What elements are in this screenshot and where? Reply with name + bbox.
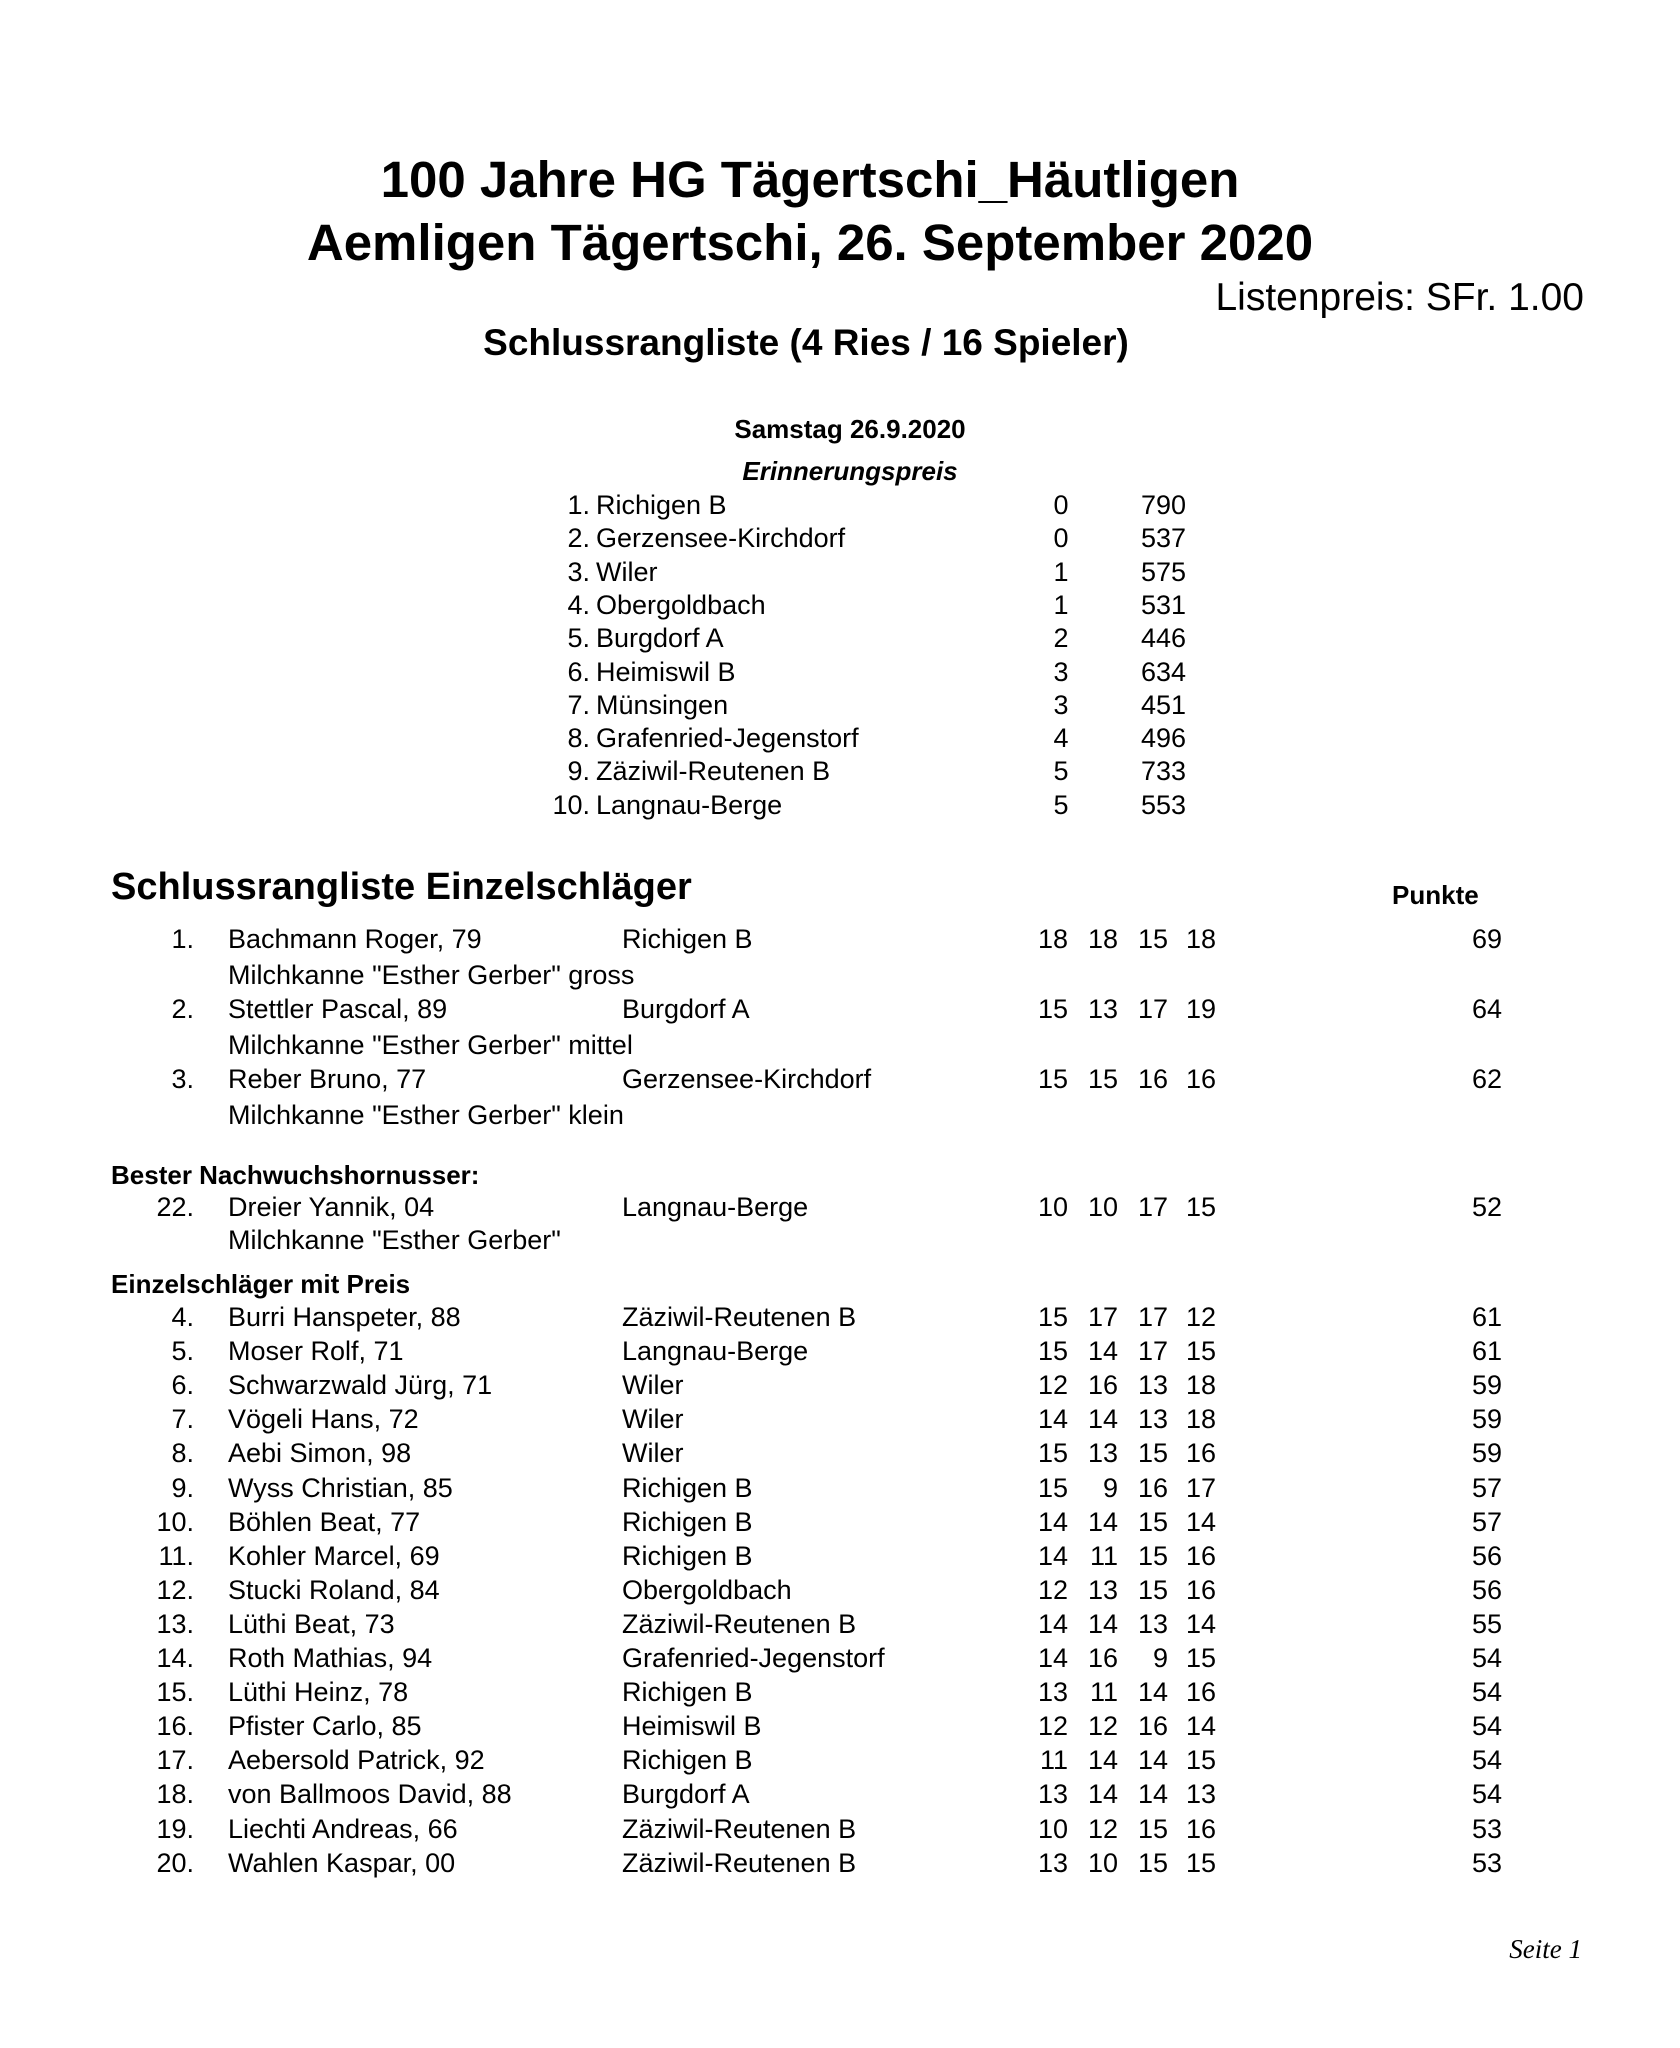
player-total-points: 54 [1471, 1677, 1502, 1708]
player-score: 12 [1037, 1574, 1068, 1605]
team-row [536, 623, 1236, 656]
player-rank: 12. [156, 1574, 194, 1605]
player-row [0, 994, 1680, 1028]
player-name: Dreier Yannik, 04 [228, 1192, 435, 1222]
player-club: Richigen B [622, 1677, 753, 1708]
player-name: von Ballmoos David, 88 [228, 1779, 512, 1810]
player-score: 15 [1185, 1643, 1216, 1673]
player-row [0, 1507, 1680, 1541]
player-score: 14 [1185, 1608, 1216, 1639]
player-total-points: 54 [1471, 1745, 1502, 1776]
team-rank: 8. [567, 723, 590, 754]
player-score: 15 [1137, 1506, 1168, 1537]
player-score: 11 [1089, 1677, 1118, 1708]
player-score: 13 [1137, 1404, 1168, 1435]
player-row [0, 1473, 1680, 1507]
player-total-points: 55 [1471, 1608, 1502, 1639]
team-rank: 1. [567, 490, 590, 520]
player-name: Lüthi Beat, 73 [228, 1608, 395, 1639]
player-prize: Milchkanne "Esther Gerber" [228, 1225, 561, 1255]
player-score: 15 [1137, 1540, 1168, 1571]
player-row [0, 1848, 1680, 1882]
player-row [0, 1745, 1680, 1779]
player-score: 14 [1037, 1608, 1068, 1639]
team-rank: 6. [567, 656, 590, 687]
player-score: 16 [1185, 1540, 1216, 1571]
player-row [0, 1438, 1680, 1472]
player-club: Wiler [622, 1404, 684, 1435]
player-rank: 2. [171, 994, 194, 1024]
player-score: 13 [1185, 1779, 1216, 1810]
player-score: 14 [1137, 1745, 1168, 1776]
team-rank: 4. [567, 589, 590, 620]
player-score: 16 [1137, 1064, 1168, 1094]
team-row [536, 723, 1236, 756]
team-value-a: 0 [1053, 523, 1069, 554]
player-score: 11 [1089, 1540, 1118, 1571]
player-score: 14 [1137, 1677, 1168, 1708]
player-total-points: 56 [1471, 1540, 1502, 1571]
team-rank: 7. [567, 689, 590, 720]
team-value-b: 537 [1140, 523, 1186, 554]
team-value-a: 0 [1053, 490, 1069, 520]
team-row [536, 523, 1236, 556]
player-row [0, 1609, 1680, 1643]
with-prize-heading: Einzelschläger mit Preis [111, 1269, 411, 1299]
player-score: 15 [1137, 1847, 1168, 1878]
player-score: 14 [1185, 1711, 1216, 1742]
team-row [536, 657, 1236, 690]
player-score: 16 [1185, 1813, 1216, 1844]
player-score: 12 [1037, 1370, 1068, 1401]
team-row [536, 590, 1236, 623]
player-row [0, 1302, 1680, 1336]
player-rank: 16. [156, 1711, 194, 1742]
player-total-points: 59 [1471, 1404, 1502, 1435]
player-score: 17 [1087, 1302, 1118, 1332]
team-name: Heimiswil B [596, 656, 736, 687]
player-club: Gerzensee-Kirchdorf [622, 1064, 872, 1094]
player-row [0, 1814, 1680, 1848]
player-club: Wiler [622, 1370, 684, 1401]
player-row [0, 1575, 1680, 1609]
player-row [0, 1064, 1680, 1098]
player-score: 17 [1137, 1192, 1168, 1222]
player-score: 15 [1037, 1336, 1068, 1367]
player-total-points: 61 [1471, 1302, 1502, 1332]
player-score: 14 [1037, 1404, 1068, 1435]
player-club: Richigen B [622, 1745, 753, 1776]
list-price: Listenpreis: SFr. 1.00 [1215, 276, 1584, 319]
player-rank: 22. [156, 1192, 194, 1222]
player-score: 18 [1087, 924, 1118, 954]
team-value-a: 3 [1053, 656, 1069, 687]
player-score: 14 [1087, 1506, 1118, 1537]
player-total-points: 53 [1471, 1847, 1502, 1878]
team-value-b: 446 [1140, 623, 1186, 654]
player-score: 13 [1037, 1677, 1068, 1708]
player-score: 12 [1185, 1302, 1216, 1332]
player-club: Richigen B [622, 924, 753, 954]
player-name: Stettler Pascal, 89 [228, 994, 448, 1024]
player-row [0, 1541, 1680, 1575]
player-score: 18 [1185, 1404, 1216, 1435]
player-club: Heimiswil B [622, 1711, 762, 1742]
player-score: 16 [1185, 1677, 1216, 1708]
player-total-points: 57 [1471, 1472, 1502, 1503]
player-score: 19 [1185, 994, 1216, 1024]
player-score: 12 [1087, 1711, 1118, 1742]
player-score: 15 [1137, 924, 1168, 954]
player-score: 14 [1087, 1608, 1118, 1639]
team-value-a: 1 [1053, 556, 1069, 587]
player-name: Liechti Andreas, 66 [228, 1813, 458, 1844]
team-rank: 3. [567, 556, 590, 587]
team-value-a: 5 [1053, 756, 1069, 787]
player-prize: Milchkanne "Esther Gerber" klein [228, 1100, 624, 1130]
player-club: Richigen B [622, 1472, 753, 1503]
player-score: 16 [1137, 1711, 1168, 1742]
player-total-points: 69 [1471, 924, 1502, 954]
team-row [536, 690, 1236, 723]
player-score: 13 [1137, 1608, 1168, 1639]
player-club: Zäziwil-Reutenen B [622, 1847, 857, 1878]
player-row [0, 1677, 1680, 1711]
player-name: Aebersold Patrick, 92 [228, 1745, 485, 1776]
player-score: 13 [1087, 1438, 1118, 1469]
player-name: Reber Bruno, 77 [228, 1064, 427, 1094]
team-row [536, 557, 1236, 590]
player-rank: 14. [156, 1643, 194, 1673]
player-score: 15 [1185, 1192, 1216, 1222]
player-score: 15 [1087, 1064, 1118, 1094]
player-score: 17 [1137, 1302, 1168, 1332]
player-prize: Milchkanne "Esther Gerber" mittel [228, 1030, 633, 1060]
day-heading: Samstag 26.9.2020 [734, 414, 966, 444]
player-club: Burgdorf A [622, 1779, 750, 1810]
player-score: 14 [1087, 1404, 1118, 1435]
player-name: Stucki Roland, 84 [228, 1574, 440, 1605]
player-score: 17 [1137, 1336, 1168, 1367]
player-score: 16 [1185, 1438, 1216, 1469]
player-rank: 3. [171, 1064, 194, 1094]
player-score: 13 [1037, 1779, 1068, 1810]
player-score: 12 [1037, 1711, 1068, 1742]
player-club: Zäziwil-Reutenen B [622, 1608, 857, 1639]
document-subtitle-location-date: Aemligen Tägertschi, 26. September 2020 [306, 214, 1314, 271]
player-total-points: 54 [1471, 1779, 1502, 1810]
player-score: 15 [1137, 1574, 1168, 1605]
team-value-b: 575 [1140, 556, 1186, 587]
player-club: Langnau-Berge [622, 1336, 809, 1367]
player-club: Zäziwil-Reutenen B [622, 1302, 857, 1332]
player-club: Zäziwil-Reutenen B [622, 1813, 857, 1844]
player-score: 15 [1137, 1438, 1168, 1469]
page-number: Seite 1 [1509, 1934, 1582, 1964]
player-row [0, 1192, 1680, 1226]
player-rank: 4. [171, 1302, 194, 1332]
player-total-points: 54 [1471, 1711, 1502, 1742]
player-total-points: 57 [1471, 1506, 1502, 1537]
player-score: 14 [1087, 1779, 1118, 1810]
points-header: Punkte [1392, 880, 1479, 910]
team-value-b: 733 [1140, 756, 1186, 787]
player-total-points: 62 [1471, 1064, 1502, 1094]
player-total-points: 53 [1471, 1813, 1502, 1844]
player-score: 14 [1087, 1745, 1118, 1776]
player-score: 11 [1039, 1745, 1068, 1776]
player-total-points: 54 [1471, 1643, 1502, 1673]
player-name: Vögeli Hans, 72 [228, 1404, 419, 1435]
player-club: Richigen B [622, 1506, 753, 1537]
team-value-a: 1 [1053, 589, 1069, 620]
team-rank: 10. [552, 789, 590, 820]
player-score: 16 [1185, 1064, 1216, 1094]
team-rank: 9. [567, 756, 590, 787]
player-row [0, 1643, 1680, 1677]
player-rank: 17. [156, 1745, 194, 1776]
player-row [0, 1370, 1680, 1404]
player-score: 15 [1037, 1302, 1068, 1332]
player-rank: 6. [171, 1370, 194, 1401]
player-club: Wiler [622, 1438, 684, 1469]
player-score: 12 [1087, 1813, 1118, 1844]
player-score: 14 [1087, 1336, 1118, 1367]
team-value-b: 451 [1140, 689, 1186, 720]
team-value-b: 531 [1140, 589, 1186, 620]
player-club: Burgdorf A [622, 994, 750, 1024]
player-name: Roth Mathias, 94 [228, 1643, 433, 1673]
team-value-a: 5 [1053, 789, 1069, 820]
player-rank: 20. [156, 1847, 194, 1878]
player-score: 14 [1185, 1506, 1216, 1537]
team-rank: 5. [567, 623, 590, 654]
individual-ranking-title: Schlussrangliste Einzelschläger [111, 866, 692, 908]
player-row [0, 1711, 1680, 1745]
player-score: 9 [1152, 1643, 1168, 1673]
player-club: Grafenried-Jegenstorf [622, 1643, 885, 1673]
team-row [536, 490, 1236, 523]
player-score: 15 [1037, 1438, 1068, 1469]
player-score: 14 [1037, 1506, 1068, 1537]
player-row [0, 924, 1680, 958]
player-score: 13 [1137, 1370, 1168, 1401]
player-name: Moser Rolf, 71 [228, 1336, 404, 1367]
player-name: Wyss Christian, 85 [228, 1472, 453, 1503]
player-total-points: 52 [1471, 1192, 1502, 1222]
team-name: Gerzensee-Kirchdorf [596, 523, 846, 554]
player-rank: 9. [171, 1472, 194, 1503]
player-name: Pfister Carlo, 85 [228, 1711, 422, 1742]
player-name: Kohler Marcel, 69 [228, 1540, 440, 1571]
player-row [0, 1779, 1680, 1813]
player-score: 14 [1137, 1779, 1168, 1810]
player-rank: 8. [171, 1438, 194, 1469]
player-rank: 11. [158, 1540, 194, 1571]
team-value-a: 3 [1053, 689, 1069, 720]
player-score: 15 [1185, 1847, 1216, 1878]
team-value-a: 2 [1053, 623, 1069, 654]
player-score: 16 [1137, 1472, 1168, 1503]
player-score: 10 [1037, 1813, 1068, 1844]
team-name: Grafenried-Jegenstorf [596, 723, 859, 754]
team-value-a: 4 [1053, 723, 1069, 754]
player-club: Langnau-Berge [622, 1192, 809, 1222]
player-score: 10 [1087, 1192, 1118, 1222]
team-row [536, 790, 1236, 823]
document-title: 100 Jahre HG Tägertschi_Häutligen [380, 151, 1240, 208]
player-score: 16 [1185, 1574, 1216, 1605]
player-club: Richigen B [622, 1540, 753, 1571]
youth-heading: Bester Nachwuchshornusser: [111, 1160, 480, 1190]
player-name: Schwarzwald Jürg, 71 [228, 1370, 493, 1401]
player-score: 14 [1037, 1540, 1068, 1571]
player-total-points: 59 [1471, 1438, 1502, 1469]
player-rank: 1. [171, 924, 194, 954]
player-total-points: 56 [1471, 1574, 1502, 1605]
player-score: 10 [1087, 1847, 1118, 1878]
player-score: 10 [1037, 1192, 1068, 1222]
player-name: Böhlen Beat, 77 [228, 1506, 421, 1537]
player-total-points: 61 [1471, 1336, 1502, 1367]
player-score: 13 [1037, 1847, 1068, 1878]
prize-label: Erinnerungspreis [742, 456, 958, 486]
player-name: Wahlen Kaspar, 00 [228, 1847, 456, 1878]
player-score: 15 [1037, 1472, 1068, 1503]
player-name: Lüthi Heinz, 78 [228, 1677, 409, 1708]
player-rank: 15. [156, 1677, 194, 1708]
player-score: 15 [1037, 994, 1068, 1024]
team-value-b: 790 [1140, 490, 1186, 520]
team-name: Burgdorf A [596, 623, 724, 654]
player-name: Bachmann Roger, 79 [228, 924, 482, 954]
player-club: Obergoldbach [622, 1574, 792, 1605]
team-rank: 2. [567, 523, 590, 554]
player-rank: 7. [171, 1404, 194, 1435]
player-prize: Milchkanne "Esther Gerber" gross [228, 960, 635, 990]
player-score: 18 [1185, 1370, 1216, 1401]
team-value-b: 634 [1140, 656, 1186, 687]
player-score: 14 [1037, 1643, 1068, 1673]
team-value-b: 496 [1140, 723, 1186, 754]
player-score: 15 [1185, 1745, 1216, 1776]
player-score: 17 [1185, 1472, 1216, 1503]
team-name: Richigen B [596, 490, 727, 520]
player-score: 13 [1087, 1574, 1118, 1605]
player-total-points: 64 [1471, 994, 1502, 1024]
player-score: 17 [1137, 994, 1168, 1024]
player-score: 18 [1185, 924, 1216, 954]
player-score: 15 [1137, 1813, 1168, 1844]
player-score: 16 [1087, 1370, 1118, 1401]
player-score: 9 [1102, 1472, 1118, 1503]
player-name: Aebi Simon, 98 [228, 1438, 412, 1469]
team-value-b: 553 [1140, 789, 1186, 820]
player-score: 15 [1185, 1336, 1216, 1367]
player-total-points: 59 [1471, 1370, 1502, 1401]
ranking-subtitle: Schlussrangliste (4 Ries / 16 Spieler) [483, 322, 1129, 363]
player-rank: 19. [156, 1813, 194, 1844]
player-row [0, 1404, 1680, 1438]
team-name: Langnau-Berge [596, 789, 783, 820]
player-score: 18 [1037, 924, 1068, 954]
team-name: Obergoldbach [596, 589, 766, 620]
player-rank: 10. [156, 1506, 194, 1537]
player-rank: 5. [171, 1336, 194, 1367]
team-name: Wiler [596, 556, 658, 587]
player-name: Burri Hanspeter, 88 [228, 1302, 461, 1332]
player-rank: 18. [156, 1779, 194, 1810]
player-row [0, 1336, 1680, 1370]
player-score: 15 [1037, 1064, 1068, 1094]
team-name: Zäziwil-Reutenen B [596, 756, 831, 787]
player-score: 16 [1087, 1643, 1118, 1673]
team-name: Münsingen [596, 689, 729, 720]
player-rank: 13. [156, 1608, 194, 1639]
player-score: 13 [1087, 994, 1118, 1024]
team-row [536, 756, 1236, 789]
